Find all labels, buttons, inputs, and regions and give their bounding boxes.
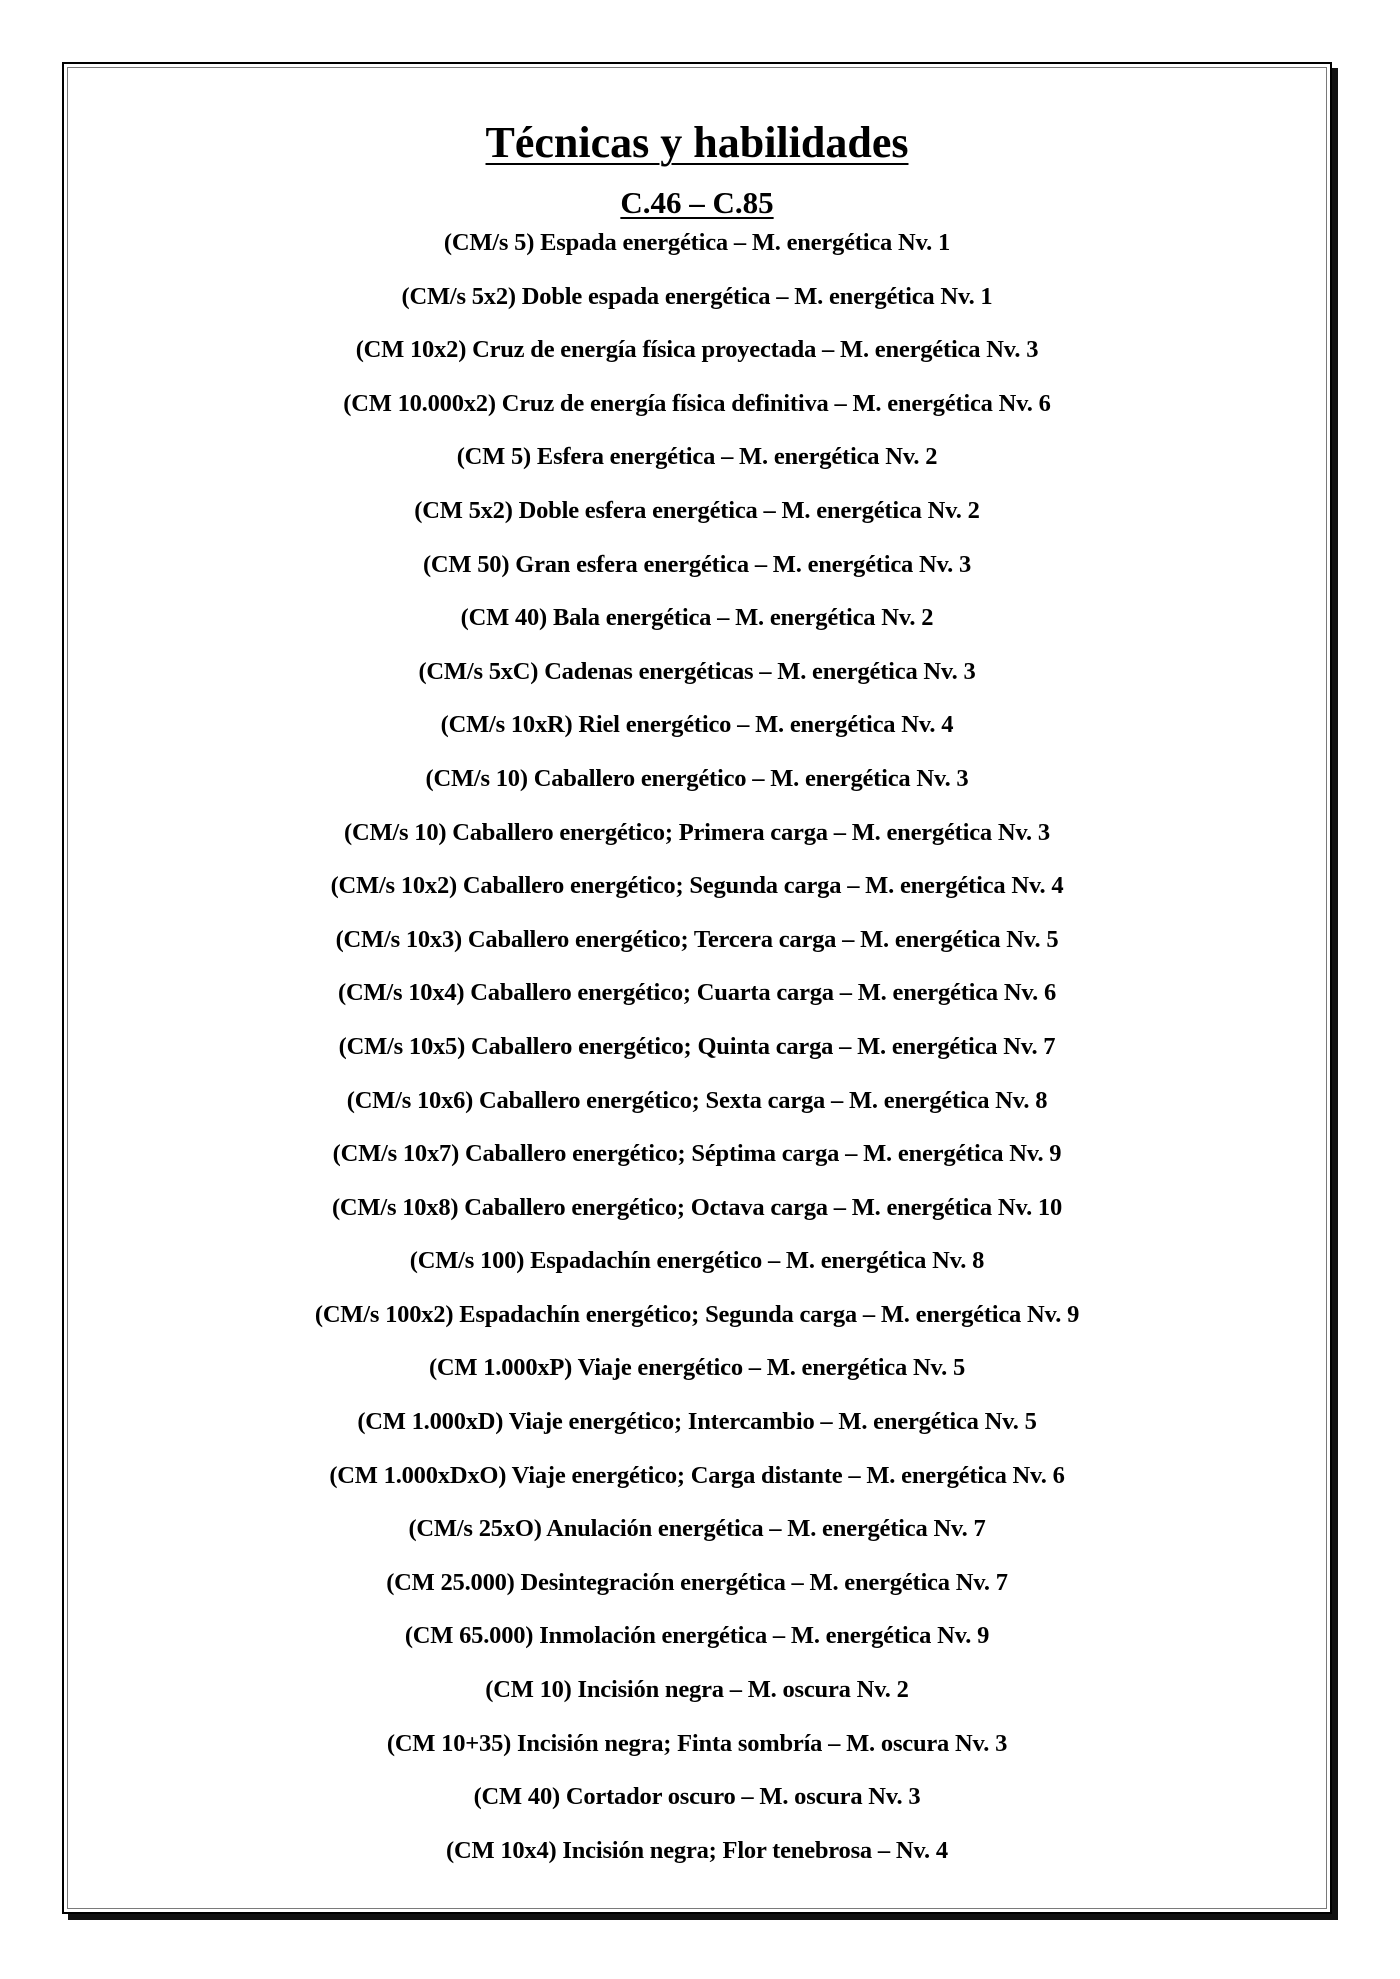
technique-item: (CM/s 10x8) Caballero energético; Octava carga – M. energética Nv. 10 [331,1193,1063,1221]
technique-item: (CM 65.000) Inmolación energética – M. energética Nv. 9 [404,1622,990,1650]
technique-item: (CM 1.000xDxO) Viaje energético; Carga distante – M. energética Nv. 6 [329,1461,1065,1489]
technique-item: (CM/s 10x3) Caballero energético; Tercera carga – M. energética Nv. 5 [335,925,1059,953]
technique-list [64,216,1330,1877]
technique-item: (CM/s 10x5) Caballero energético; Quinta carga – M. energética Nv. 7 [338,1032,1056,1060]
technique-item: (CM 40) Bala energética – M. energética Nv. 2 [460,604,934,632]
technique-item: (CM/s 5) Espada energética – M. energética Nv. 1 [443,229,951,256]
technique-item: (CM 50) Gran esfera energética – M. energética Nv. 3 [422,550,972,578]
technique-item: (CM/s 10x7) Caballero energético; Séptima carga – M. energética Nv. 9 [332,1140,1062,1168]
technique-item: (CM 10x2) Cruz de energía física proyectada – M. energética Nv. 3 [355,336,1039,364]
technique-item: (CM 5) Esfera energética – M. energética Nv. 2 [456,443,938,471]
technique-item: (CM/s 100) Espadachín energético – M. energética Nv. 8 [409,1247,985,1275]
technique-item: (CM 10x4) Incisión negra; Flor tenebrosa – Nv. 4 [446,1836,948,1864]
technique-item: (CM/s 10) Caballero energético; Primera carga – M. energética Nv. 3 [344,818,1050,846]
technique-item: (CM/s 5xC) Cadenas energéticas – M. energética Nv. 3 [418,657,976,685]
technique-item: (CM 10) Incisión negra – M. oscura Nv. 2 [485,1676,909,1704]
technique-item: (CM 25.000) Desintegración energética – M. energética Nv. 7 [386,1568,1008,1596]
technique-item: (CM 40) Cortador oscuro – M. oscura Nv. 3 [473,1783,921,1811]
technique-item: (CM/s 25xO) Anulación energética – M. energética Nv. 7 [408,1515,986,1543]
technique-item: (CM/s 10x2) Caballero energético; Segunda carga – M. energética Nv. 4 [330,872,1064,900]
technique-item: (CM/s 10x4) Caballero energético; Cuarta carga – M. energética Nv. 6 [337,979,1056,1007]
technique-item: (CM 10+35) Incisión negra; Finta sombría – M. oscura Nv. 3 [386,1729,1008,1757]
technique-item: (CM/s 5x2) Doble espada energética – M. energética Nv. 1 [401,282,993,310]
technique-item: (CM 1.000xP) Viaje energético – M. energética Nv. 5 [428,1354,966,1382]
technique-item: (CM/s 10x6) Caballero energético; Sexta carga – M. energética Nv. 8 [346,1086,1048,1114]
page-frame [62,62,1332,1914]
technique-item: (CM/s 100x2) Espadachín energético; Segunda carga – M. energética Nv. 9 [314,1300,1080,1328]
page-subtitle: C.46 – C.85 [620,184,774,220]
technique-item: (CM/s 10xR) Riel energético – M. energética Nv. 4 [440,711,954,739]
technique-item: (CM 10.000x2) Cruz de energía física definitiva – M. energética Nv. 6 [343,389,1051,417]
technique-item: (CM 5x2) Doble esfera energética – M. energética Nv. 2 [414,496,980,524]
page-title: Técnicas y habilidades [485,118,909,168]
technique-item: (CM/s 10) Caballero energético – M. energética Nv. 3 [425,764,969,792]
technique-item: (CM 1.000xD) Viaje energético; Intercambio – M. energética Nv. 5 [357,1408,1037,1436]
